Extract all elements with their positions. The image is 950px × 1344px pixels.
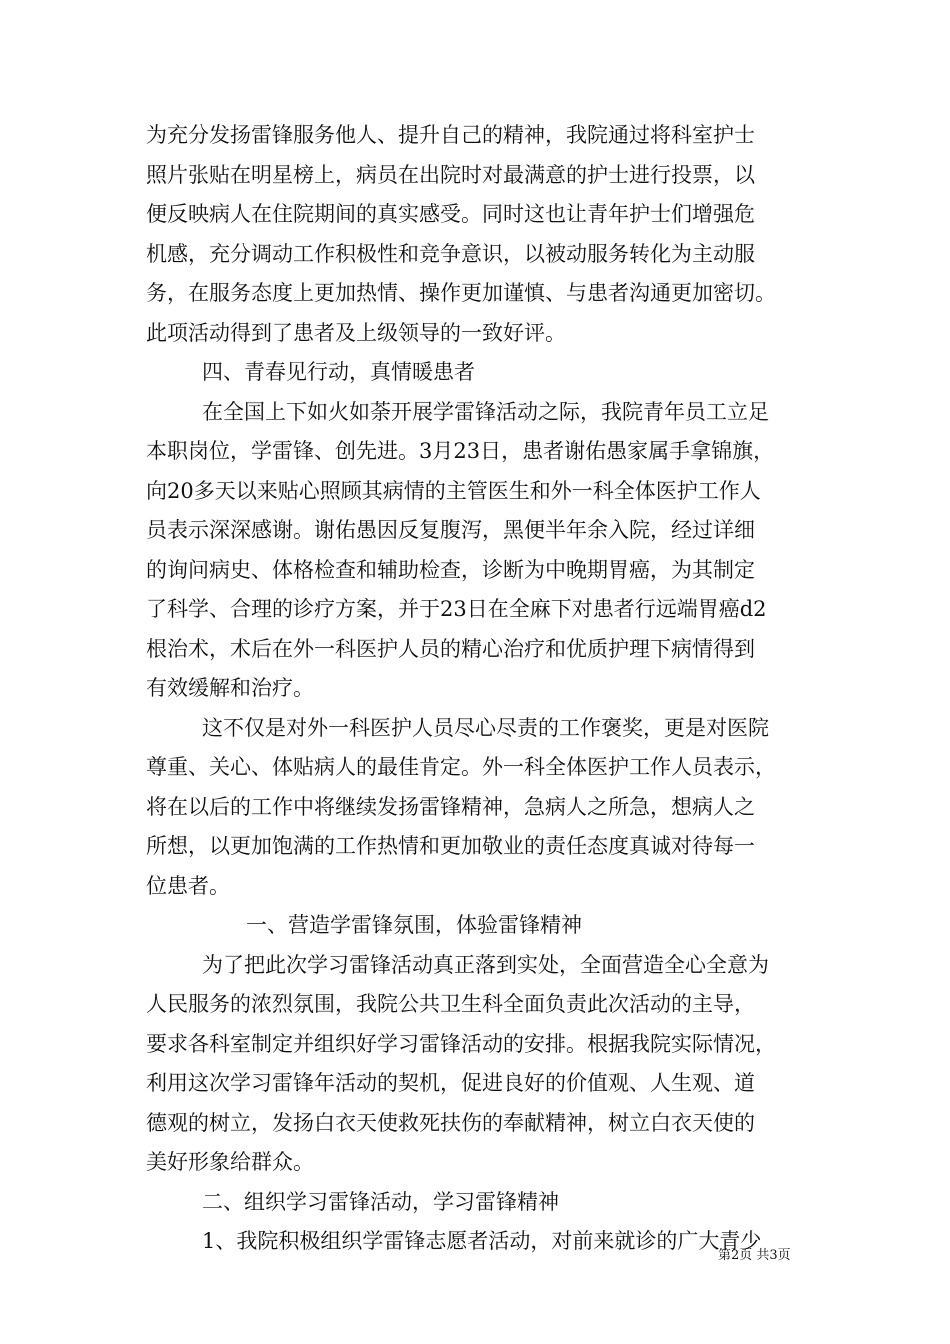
text-line: 德观的树立，发扬白衣天使救死扶伤的奉献精神，树立白衣天使的: [146, 1110, 755, 1135]
document-body: [146, 116, 826, 1262]
text-line: 机感，充分调动工作积极性和竞争意识，以被动服务转化为主动服: [146, 241, 755, 266]
text-line: 向20多天以来贴心照顾其病情的主管医生和外一科全体医护工作人: [146, 478, 761, 503]
text-line: 所想，以更加饱满的工作热情和更加敬业的责任态度真诚对待每一: [146, 834, 755, 858]
paragraph-start-line: 为了把此次学习雷锋活动真正落到实处，全面营造全心全意为: [202, 952, 769, 977]
text-line: 务，在服务态度上更加热情、操作更加谨慎、与患者沟通更加密切。: [146, 281, 776, 305]
section-heading: 二、组织学习雷锋活动，学习雷锋精神: [202, 1189, 559, 1214]
section-heading: 一、营造学雷锋氛围，体验雷锋精神: [246, 913, 582, 937]
text-line: 了科学、合理的诊疗方案，并于23日在全麻下对患者行远端胃癌d2: [146, 597, 767, 621]
text-line: 照片张贴在明星榜上，病员在出院时对最满意的护士进行投票，以: [146, 162, 755, 187]
text-line: 本职岗位，学雷锋、创先进。3月23日，患者谢佑愚家属手拿锦旗，: [146, 439, 775, 463]
text-line: 人民服务的浓烈氛围，我院公共卫生科全面负责此次活动的主导，: [146, 992, 755, 1016]
text-line: 美好形象给群众。: [146, 1150, 314, 1174]
paragraph-start-line: 在全国上下如火如荼开展学雷锋活动之际，我院青年员工立足: [202, 399, 769, 424]
text-line: 有效缓解和治疗。: [146, 676, 314, 700]
paragraph-start-line: 1、我院积极组织学雷锋志愿者活动，对前来就诊的广大青少: [202, 1229, 762, 1253]
text-line: 利用这次学习雷锋年活动的契机，促进良好的价值观、人生观、道: [146, 1071, 755, 1095]
text-line: 的询问病史、体格检查和辅助检查，诊断为中晚期胃癌，为其制定: [146, 557, 755, 582]
page-footer: 第2页 共3页: [718, 1248, 791, 1263]
text-line: 将在以后的工作中将继续发扬雷锋精神，急病人之所急，想病人之: [146, 794, 755, 819]
text-line: 便反映病人在住院期间的真实感受。同时这也让青年护士们增强危: [146, 202, 755, 226]
text-line: 为充分发扬雷锋服务他人、提升自己的精神，我院通过将科室护士: [146, 123, 755, 147]
text-line: 此项活动得到了患者及上级领导的一致好评。: [146, 320, 566, 345]
section-heading: 四、青春见行动，真情暖患者: [202, 360, 475, 384]
text-line: 要求各科室制定并组织好学习雷锋活动的安排。根据我院实际情况，: [146, 1031, 776, 1056]
text-line: 位患者。: [146, 873, 230, 898]
text-line: 尊重、关心、体贴病人的最佳肯定。外一科全体医护工作人员表示，: [146, 755, 776, 779]
paragraph-start-line: 这不仅是对外一科医护人员尽心尽责的工作褒奖，更是对医院: [202, 715, 769, 740]
text-line: 根治术，术后在外一科医护人员的精心治疗和优质护理下病情得到: [146, 636, 755, 661]
text-line: 员表示深深感谢。谢佑愚因反复腹泻，黑便半年余入院，经过详细: [146, 518, 755, 542]
